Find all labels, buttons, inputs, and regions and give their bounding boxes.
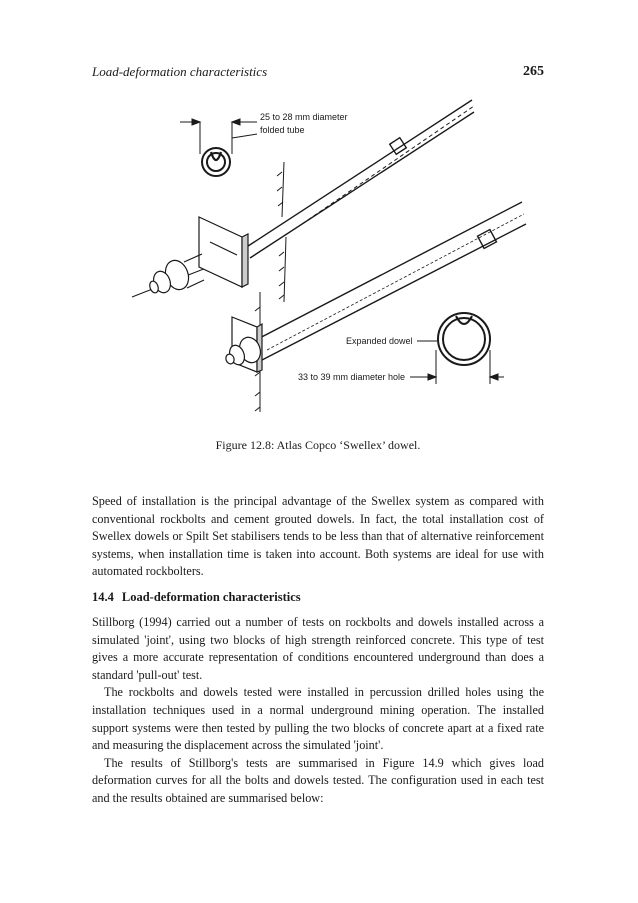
expanded-dowel-section [438,313,490,365]
section-paragraph: Stillborg (1994) carried out a number of tests on rockbolts and dowels installed across a simulated 'joint', using two blocks of high strength reinforced concrete. This type of test gives a more accurate representation of conditions encountered underground than does a standard 'pull-out' test. [92,615,544,682]
label-hole-diameter: 33 to 39 mm diameter hole [298,372,406,382]
folded-tube-section [202,148,230,176]
hole-dimension [410,341,504,384]
section-body [92,614,544,808]
section-title: Load-deformation characteristics [121,590,301,604]
page-header [92,64,544,84]
paragraph-text: Speed of installation is the principal advantage of the Swellex system as compared with conventional rockbolts and cement grouted dowels. In fact, the total installation cost of Swellex dowels or Spilt Set stabilisers tends to be less than that of alternative reinforcement systems, when installation time is taken into account. Both systems are ideal for use with automated rockbolters. [92,494,544,579]
section-paragraph: The results of Stillborg's tests are summarised in Figure 14.9 which gives load deformation curves for all the bolts and dowels tested. The configuration used in each test and the results obtained are summarised below: [92,755,544,805]
upper-face-plate [199,217,248,287]
swellex-dowel-drawing [92,92,544,422]
page-number: 265 [523,64,544,79]
running-title: Load-deformation characteristics [92,64,268,79]
label-tube-line2: folded tube [260,125,305,135]
label-expanded-dowel: Expanded dowel [346,336,413,346]
upper-dowel-head [148,254,204,295]
swellex-dowel-figure [92,92,544,422]
label-tube-line1: 25 to 28 mm diameter [260,112,348,122]
paragraph-installation-speed [92,493,544,581]
section-number: 14.4 [92,590,114,604]
section-paragraph: The rockbolts and dowels tested were installed in percussion drilled holes using the installation techniques used in a normal underground mining operation. The installed support systems were then tested by pulling the two blocks of concrete apart at a fixed rate and measuring the displacement across the simulated 'joint'. [92,685,544,753]
figure-caption: Figure 12.8: Atlas Copco ‘Swellex’ dowel. [215,438,421,452]
section-heading [92,590,301,605]
upper-rock-wall [277,162,286,302]
